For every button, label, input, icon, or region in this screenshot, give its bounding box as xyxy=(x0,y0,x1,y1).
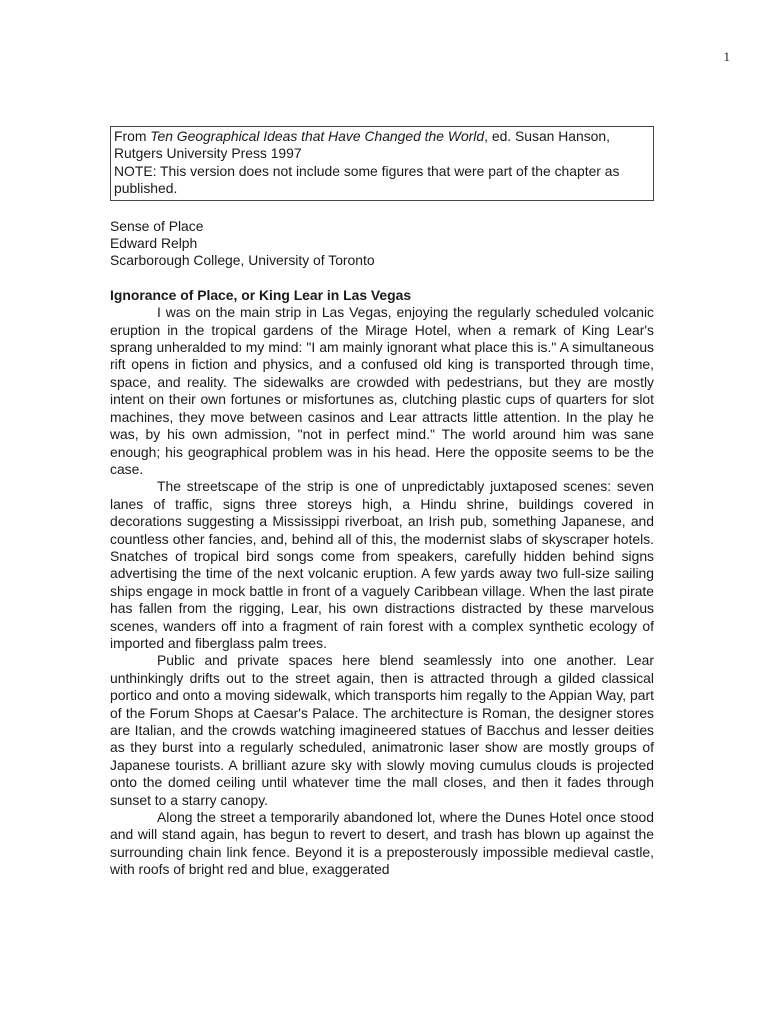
chapter-title: Sense of Place xyxy=(110,217,204,234)
author-name: Edward Relph xyxy=(110,235,198,252)
section-heading: Ignorance of Place, or King Lear in Las Vegas xyxy=(110,286,412,303)
paragraph: The streetscape of the strip is one of unpredictably juxtaposed scenes: seven lanes of traffic, signs three storeys high, a Hindu shrine, buildings covered in decorations suggesting a Mississippi riverboat, an Irish pub, something Japanese, and countless other fancies, and, behind all of this, the modernist slabs of skyscraper hotels. Snatches of tropical bird songs come from speakers, carefully hidden behind signs advertising the time of the next volcanic eruption. A few yards away two full-size sailing ships engage in mock battle in front of a vaguely Caribbean village. When the last pirate has fallen from the rigging, Lear, his own distractions distracted by these marvelous scenes, wanders off into a fragment of rain forest with a complex synthetic ecology of imported and fiberglass palm trees. xyxy=(110,478,654,651)
document-body xyxy=(110,126,654,879)
page-number: 1 xyxy=(723,49,730,64)
paragraph: I was on the main strip in Las Vegas, enjoying the regularly scheduled volcanic eruption in the tropical gardens of the Mirage Hotel, when a remark of King Lear's sprang unheralded to my mind: "I am mainly ignorant what place this is." A simultaneous rift opens in fiction and physics, and a confused old king is transported through time, space, and reality. The sidewalks are crowded with pedestrians, but they are mostly intent on their own fortunes or misfortunes as, clutching plastic cups of quarters for slot machines, they move between casinos and Lear attracts little attention. In the play he was, by his own admission, "not in perfect mind." The world around him was sane enough; his geographical problem was in his head. Here the opposite seems to be the case. xyxy=(110,304,654,477)
chapter-header xyxy=(110,218,654,270)
source-note-box xyxy=(110,126,654,201)
source-citation xyxy=(114,128,650,163)
author-affiliation: Scarborough College, University of Toronto xyxy=(110,252,375,269)
citation-suffix: , ed. Susan Hanson, Rutgers University Press 1997 xyxy=(114,128,610,162)
version-note: NOTE: This version does not include some figures that were part of the chapter as published. xyxy=(114,162,620,197)
paragraph: Along the street a temporarily abandoned lot, where the Dunes Hotel once stood and will stand again, has begun to revert to desert, and trash has blown up against the surrounding chain link fence. Beyond it is a preposterously impossible medieval castle, with roofs of bright red and blue, exaggerated xyxy=(110,809,654,878)
body-text xyxy=(110,304,654,878)
paragraph: Public and private spaces here blend seamlessly into one another. Lear unthinkingly drifts out to the street again, then is attracted through a gilded classical portico and onto a moving sidewalk, which transports him regally to the Appian Way, part of the Forum Shops at Caesar's Palace. The architecture is Roman, the designer stores are Italian, and the crowds watching imagineered statues of Bacchus and lesser deities as they burst into a regularly scheduled, animatronic laser show are mostly groups of Japanese tourists. A brilliant azure sky with slowly moving cumulus clouds is projected onto the domed ceiling until whatever time the mall closes, and then it fades through sunset to a starry canopy. xyxy=(110,652,654,808)
book-title: Ten Geographical Ideas that Have Changed the World xyxy=(150,128,485,144)
citation-prefix: From xyxy=(114,128,151,144)
